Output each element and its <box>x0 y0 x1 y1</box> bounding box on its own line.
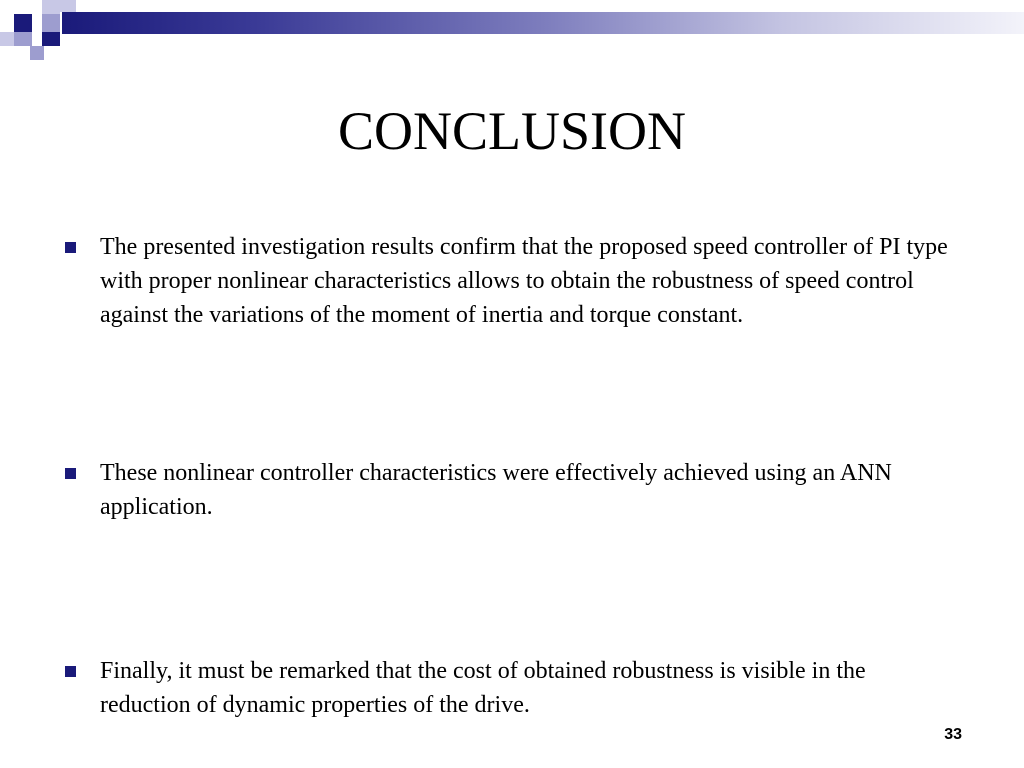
square-bullet-icon <box>65 468 76 479</box>
bullet-text: The presented investigation results confirm that the proposed speed controller of PI type with proper nonlinear characteristics allows to obtain the robustness of speed control against the variations of the moment of inertia and torque constant. <box>100 234 948 328</box>
decor-square-icon <box>14 32 32 46</box>
decor-square-icon <box>42 14 60 32</box>
bullet-text: These nonlinear controller characteristics were effectively achieved using an ANN application. <box>100 460 892 520</box>
decor-square-icon <box>42 32 60 46</box>
decor-square-icon <box>14 14 32 32</box>
decor-square-icon <box>0 32 14 46</box>
slide-title: CONCLUSION <box>337 101 687 161</box>
decor-square-icon <box>30 46 44 60</box>
bullet-text: Finally, it must be remarked that the cost of obtained robustness is visible in the reduction of dynamic properties of the drive. <box>100 658 866 718</box>
slide-number: 33 <box>944 726 962 743</box>
header-gradient-banner <box>62 12 1024 34</box>
square-bullet-icon <box>65 666 76 677</box>
square-bullet-icon <box>65 242 76 253</box>
decor-square-icon <box>42 0 60 14</box>
decor-square-icon <box>60 0 76 12</box>
